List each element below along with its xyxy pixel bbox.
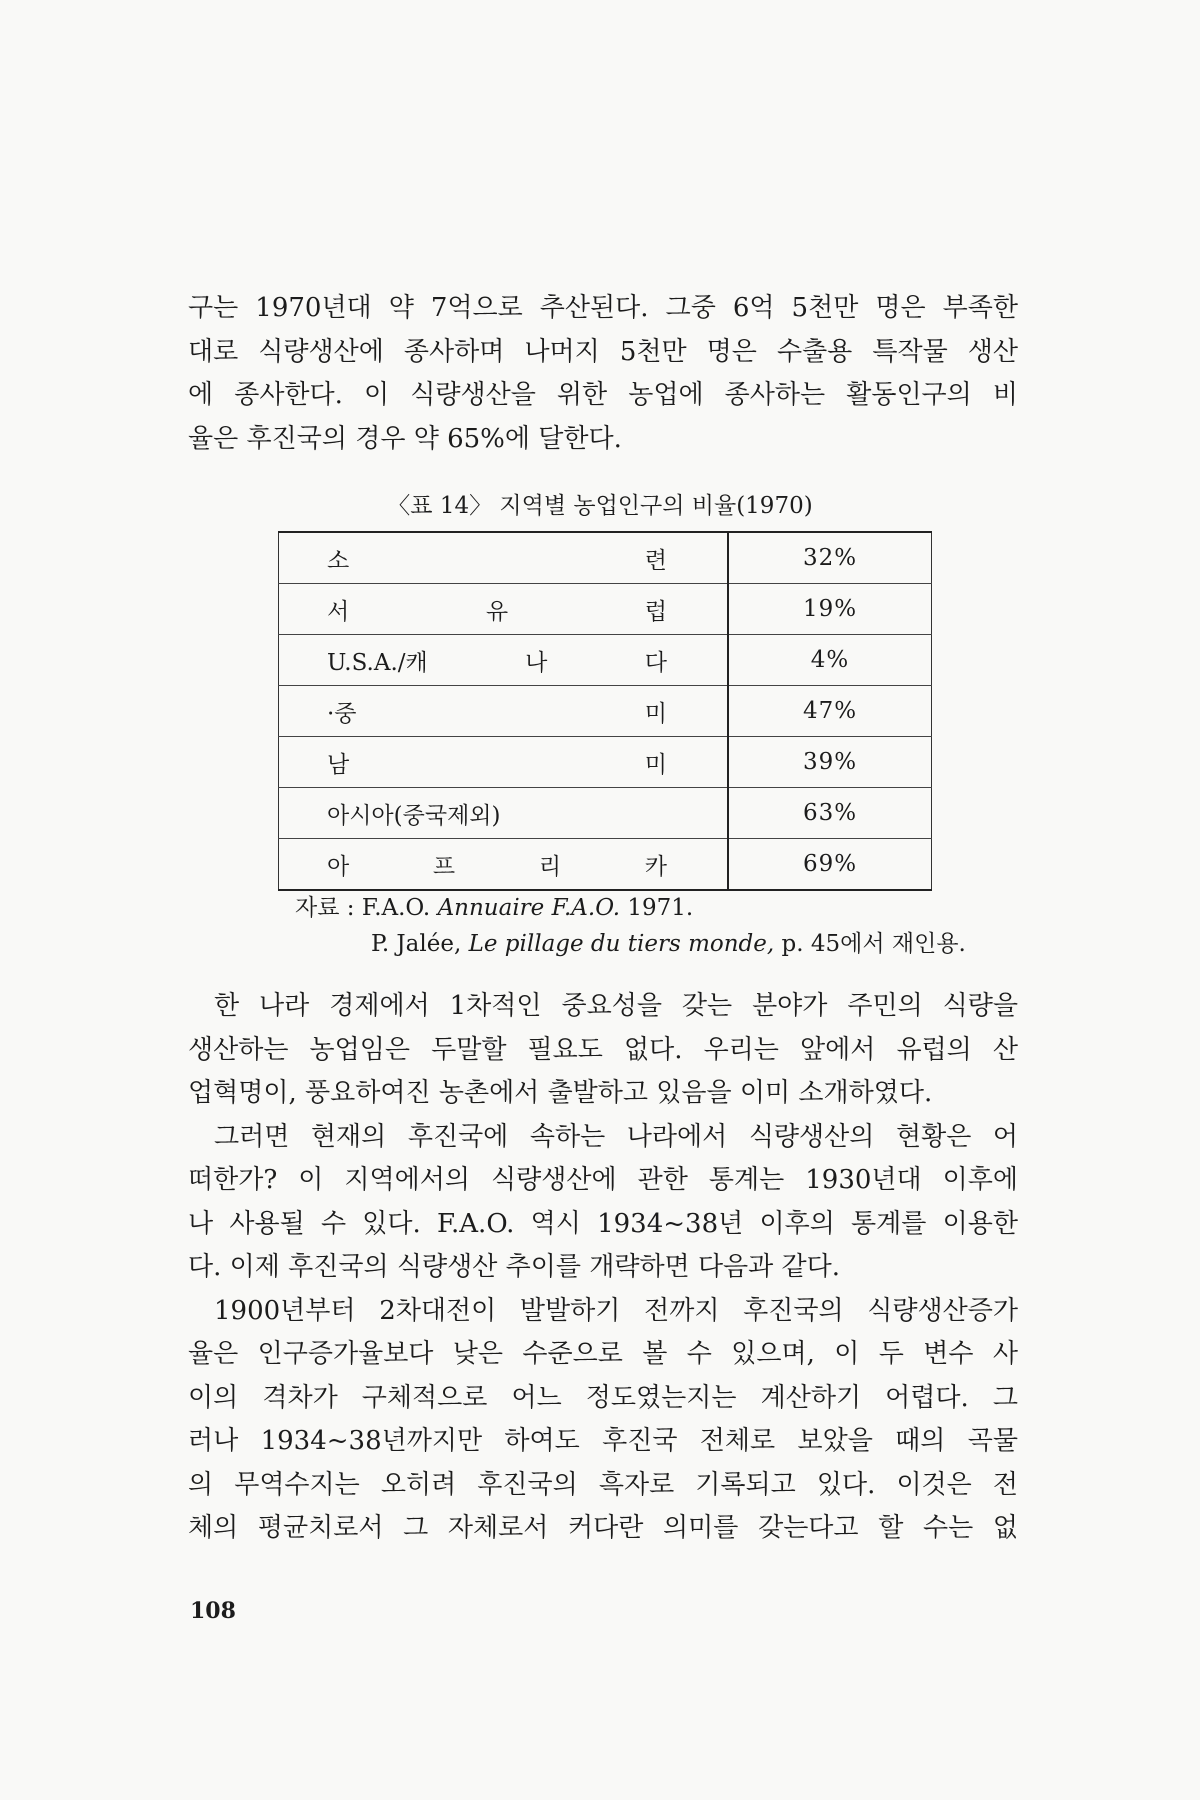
text-line: 생산하는 농업임은 두말할 필요도 없다. 우리는 앞에서 유럽의 산	[188, 1034, 1018, 1065]
text-line: 율은 인구증가율보다 낮은 수준으로 볼 수 있으며, 이 두 변수 사	[188, 1339, 1018, 1369]
table-row	[279, 635, 932, 686]
region-cell: 아시아(중국제외)	[327, 802, 501, 829]
table-row	[279, 737, 932, 788]
body-text	[188, 985, 1018, 1551]
value-cell: 63%	[728, 788, 932, 839]
text-line: 1900년부터 2차대전이 발발하기 전까지 후진국의 식량생산증가	[214, 1295, 1018, 1326]
source-text: p. 45에서 재인용.	[774, 931, 966, 957]
value-cell: 32%	[728, 532, 932, 584]
paragraph	[188, 1290, 1018, 1551]
source-text: 1971.	[620, 895, 694, 921]
value-cell: 39%	[728, 737, 932, 788]
text-line: 대로 식량생산에 종사하며 나머지 5천만 명은 수출용 특작물 생산	[188, 336, 1018, 367]
source-label: 자료 :	[295, 895, 362, 921]
paragraph	[188, 1116, 1018, 1290]
text-line: 러나 1934~38년까지만 하여도 후진국 전체로 보았을 때의 곡물	[188, 1426, 1018, 1456]
table-source-note	[295, 890, 966, 962]
text-line: 다. 이제 후진국의 식량생산 추이를 개략하면 다음과 같다.	[188, 1252, 841, 1282]
text-line: 한 나라 경제에서 1차적인 중요성을 갖는 분야가 주민의 식량을	[214, 991, 1018, 1021]
text-line: 구는 1970년대 약 7억으로 추산된다. 그중 6억 5천만 명은 부족한	[188, 293, 1018, 323]
table-row	[279, 839, 932, 891]
text-line: 이의 격차가 구체적으로 어느 정도였는지는 계산하기 어렵다. 그	[188, 1382, 1018, 1413]
source-title: Le pillage du tiers monde,	[468, 931, 775, 957]
table-caption: 〈표 14〉 지역별 농업인구의 비율(1970)	[387, 493, 813, 519]
text-line: 의 무역수지는 오히려 후진국의 흑자로 기록되고 있다. 이것은 전	[188, 1469, 1018, 1500]
text-line: 에 종사한다. 이 식량생산을 위한 농업에 종사하는 활동인구의 비	[188, 380, 1018, 410]
source-line-2	[295, 926, 966, 962]
text-line: 체의 평균치로서 그 자체로서 커다란 의미를 갖는다고 할 수는 없	[188, 1513, 1018, 1543]
region-cell: 남 미	[327, 751, 667, 778]
region-cell: ·중 미	[327, 700, 667, 727]
text-line: 그러면 현재의 후진국에 속하는 나라에서 식량생산의 현황은 어	[214, 1121, 1018, 1152]
agri-population-table	[278, 531, 932, 891]
region-cell: 아 프 리 카	[327, 853, 667, 880]
text-line: 업혁명이, 풍요하여진 농촌에서 출발하고 있음을 이미 소개하였다.	[188, 1078, 933, 1108]
region-cell: 소 련	[327, 547, 667, 574]
table-row	[279, 686, 932, 737]
text-line: 떠한가? 이 지역에서의 식량생산에 관한 통계는 1930년대 이후에	[188, 1165, 1018, 1195]
table-row	[279, 532, 932, 584]
source-line-1	[295, 890, 966, 926]
page-number: 108	[190, 1598, 236, 1624]
value-cell: 19%	[728, 584, 932, 635]
text-line: 율은 후진국의 경우 약 65%에 달한다.	[188, 423, 622, 454]
value-cell: 69%	[728, 839, 932, 891]
paragraph	[188, 985, 1018, 1116]
text-line: 나 사용될 수 있다. F.A.O. 역시 1934~38년 이후의 통계를 이용한	[188, 1208, 1018, 1239]
table-row	[279, 584, 932, 635]
top-paragraph	[188, 287, 1018, 461]
region-cell: 서 유 럽	[327, 598, 667, 625]
source-title: Annuaire F.A.O.	[437, 895, 621, 921]
source-text: F.A.O.	[361, 895, 438, 921]
source-text: P. Jalée,	[371, 931, 469, 957]
table-row	[279, 788, 932, 839]
value-cell: 4%	[728, 635, 932, 686]
value-cell: 47%	[728, 686, 932, 737]
region-cell: U.S.A./캐 나 다	[327, 649, 667, 676]
